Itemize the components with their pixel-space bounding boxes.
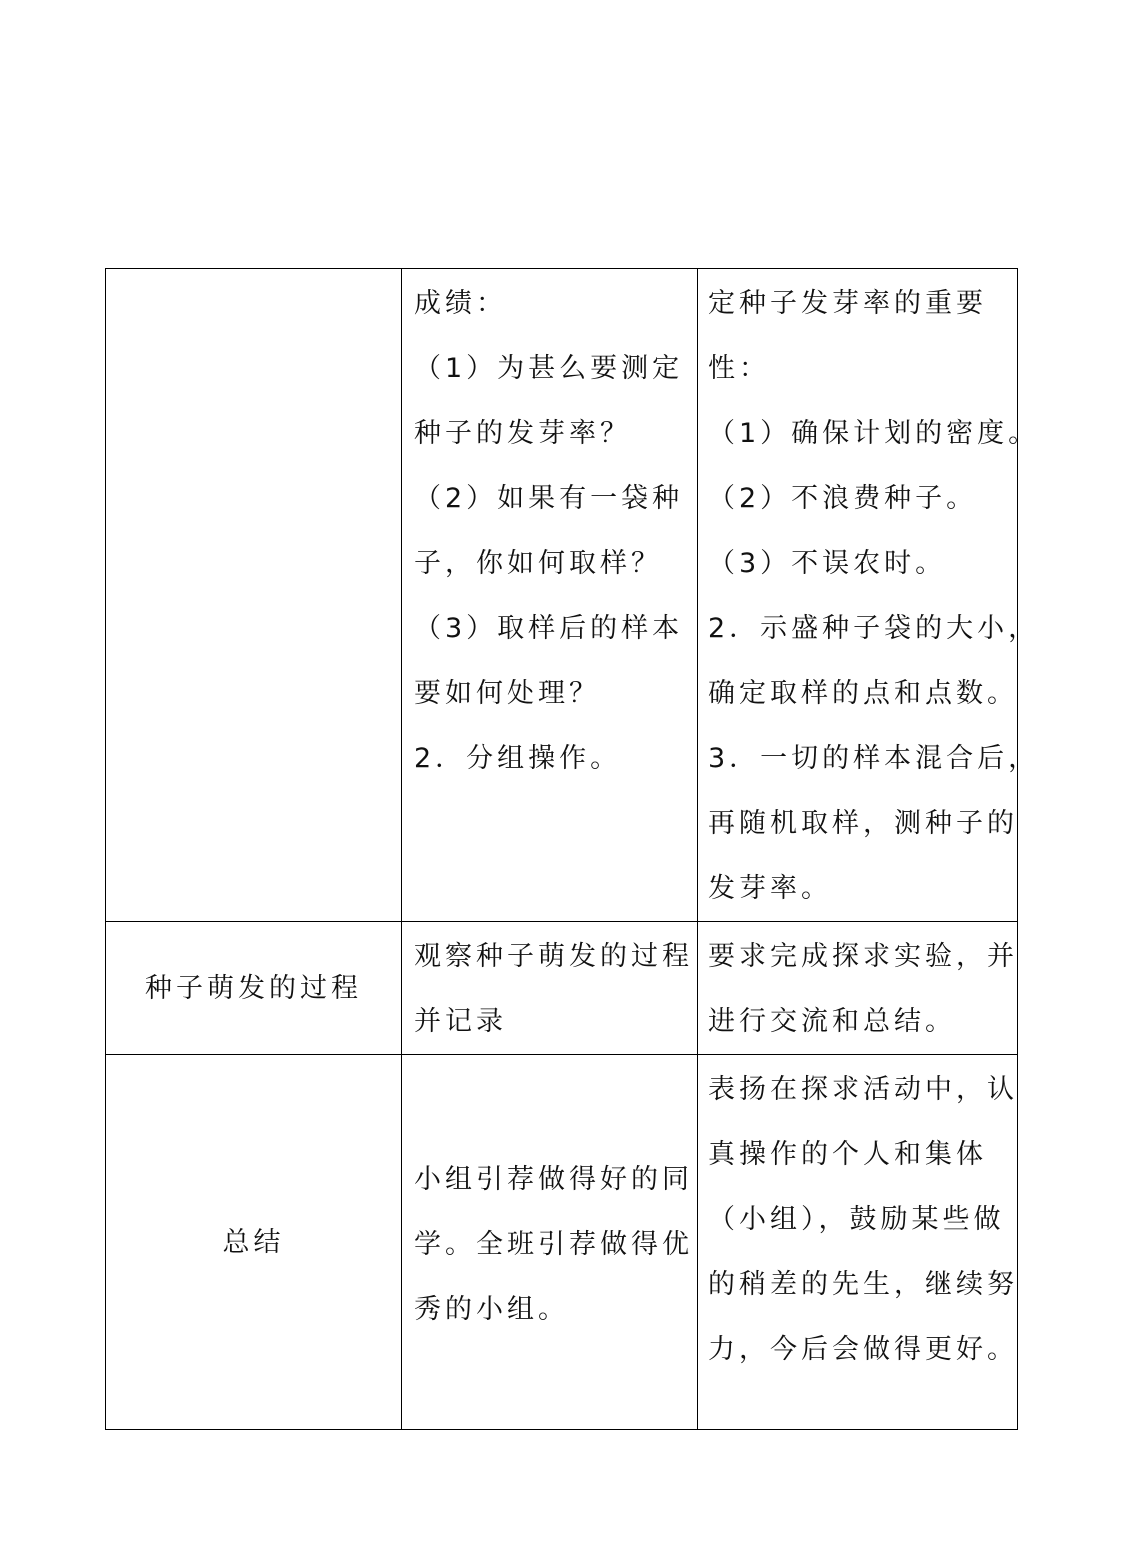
cell-line: （3）取样后的样本 — [414, 613, 684, 644]
row3-col3-cell — [698, 1055, 1018, 1430]
cell-line: 再随机取样，测种子的 — [708, 808, 1018, 839]
cell-line: （3）不误农时。 — [708, 548, 947, 579]
cell-line: 定种子发芽率的重要 — [708, 288, 987, 319]
cell-line: 真操作的个人和集体 — [708, 1139, 987, 1170]
cell-line: （1）为甚么要测定 — [414, 353, 684, 384]
cell-line: 秀的小组。 — [414, 1293, 569, 1325]
cell-line: （2）不浪费种子。 — [708, 483, 978, 514]
cell-line: 种子的发芽率？ — [414, 418, 631, 449]
cell-line: 要求完成探求实验，并 — [708, 941, 1018, 972]
cell-line: 观察种子萌发的过程 — [414, 941, 693, 972]
cell-line: 学。全班引荐做得优 — [414, 1228, 693, 1260]
section-label: 种子萌发的过程 — [145, 972, 362, 1004]
row3-col3-content — [698, 1055, 1017, 1382]
table-row — [106, 922, 1018, 1055]
cell-line: 并记录 — [414, 1006, 507, 1037]
row2-col2-content — [402, 922, 697, 1054]
lesson-plan-table — [105, 268, 1040, 1430]
cell-line: 性： — [708, 353, 770, 384]
cell-line: （1）确保计划的密度。 — [708, 418, 1040, 449]
table-row — [106, 1055, 1018, 1430]
row2-col3-cell — [698, 922, 1018, 1055]
cell-line: 发芽率。 — [708, 873, 832, 904]
row2-col3-content — [698, 922, 1017, 1054]
row1-col2-content — [402, 269, 697, 791]
cell-line: 确定取样的点和点数。 — [708, 678, 1018, 709]
cell-line: 成绩： — [414, 288, 507, 319]
row3-col1-wrap — [106, 1055, 401, 1429]
row2-col1-cell — [106, 922, 402, 1055]
table-row — [106, 269, 1018, 922]
cell-line: 小组引荐做得好的同 — [414, 1163, 693, 1195]
cell-line: （2）如果有一袋种 — [414, 483, 684, 514]
cell-line: 力，今后会做得更好。 — [708, 1334, 1018, 1365]
row1-col2-cell — [402, 269, 698, 922]
cell-line: （小组），鼓励某些做 — [708, 1204, 1005, 1235]
row1-col3-content — [698, 269, 1040, 921]
cell-line: 表扬在探求活动中，认 — [708, 1074, 1018, 1105]
row1-col1-cell — [106, 269, 402, 922]
row3-col1-cell — [106, 1055, 402, 1430]
section-label: 总结 — [222, 1226, 285, 1258]
cell-line: 的稍差的先生，继续努 — [708, 1269, 1018, 1300]
cell-line: 进行交流和总结。 — [708, 1006, 956, 1037]
row2-col2-cell — [402, 922, 698, 1055]
row1-col1-text — [106, 269, 401, 271]
cell-line: 要如何处理？ — [414, 678, 600, 709]
row3-col2-content — [402, 1055, 697, 1431]
cell-line: 2．分组操作。 — [414, 743, 622, 774]
cell-line: 3．一切的样本混合后， — [708, 743, 1040, 774]
row3-col2-cell — [402, 1055, 698, 1430]
row1-col3-cell — [698, 269, 1040, 922]
row2-col1-wrap — [106, 922, 401, 1054]
cell-line: 子，你如何取样？ — [414, 548, 662, 579]
cell-line: 2．示盛种子袋的大小， — [708, 613, 1040, 644]
